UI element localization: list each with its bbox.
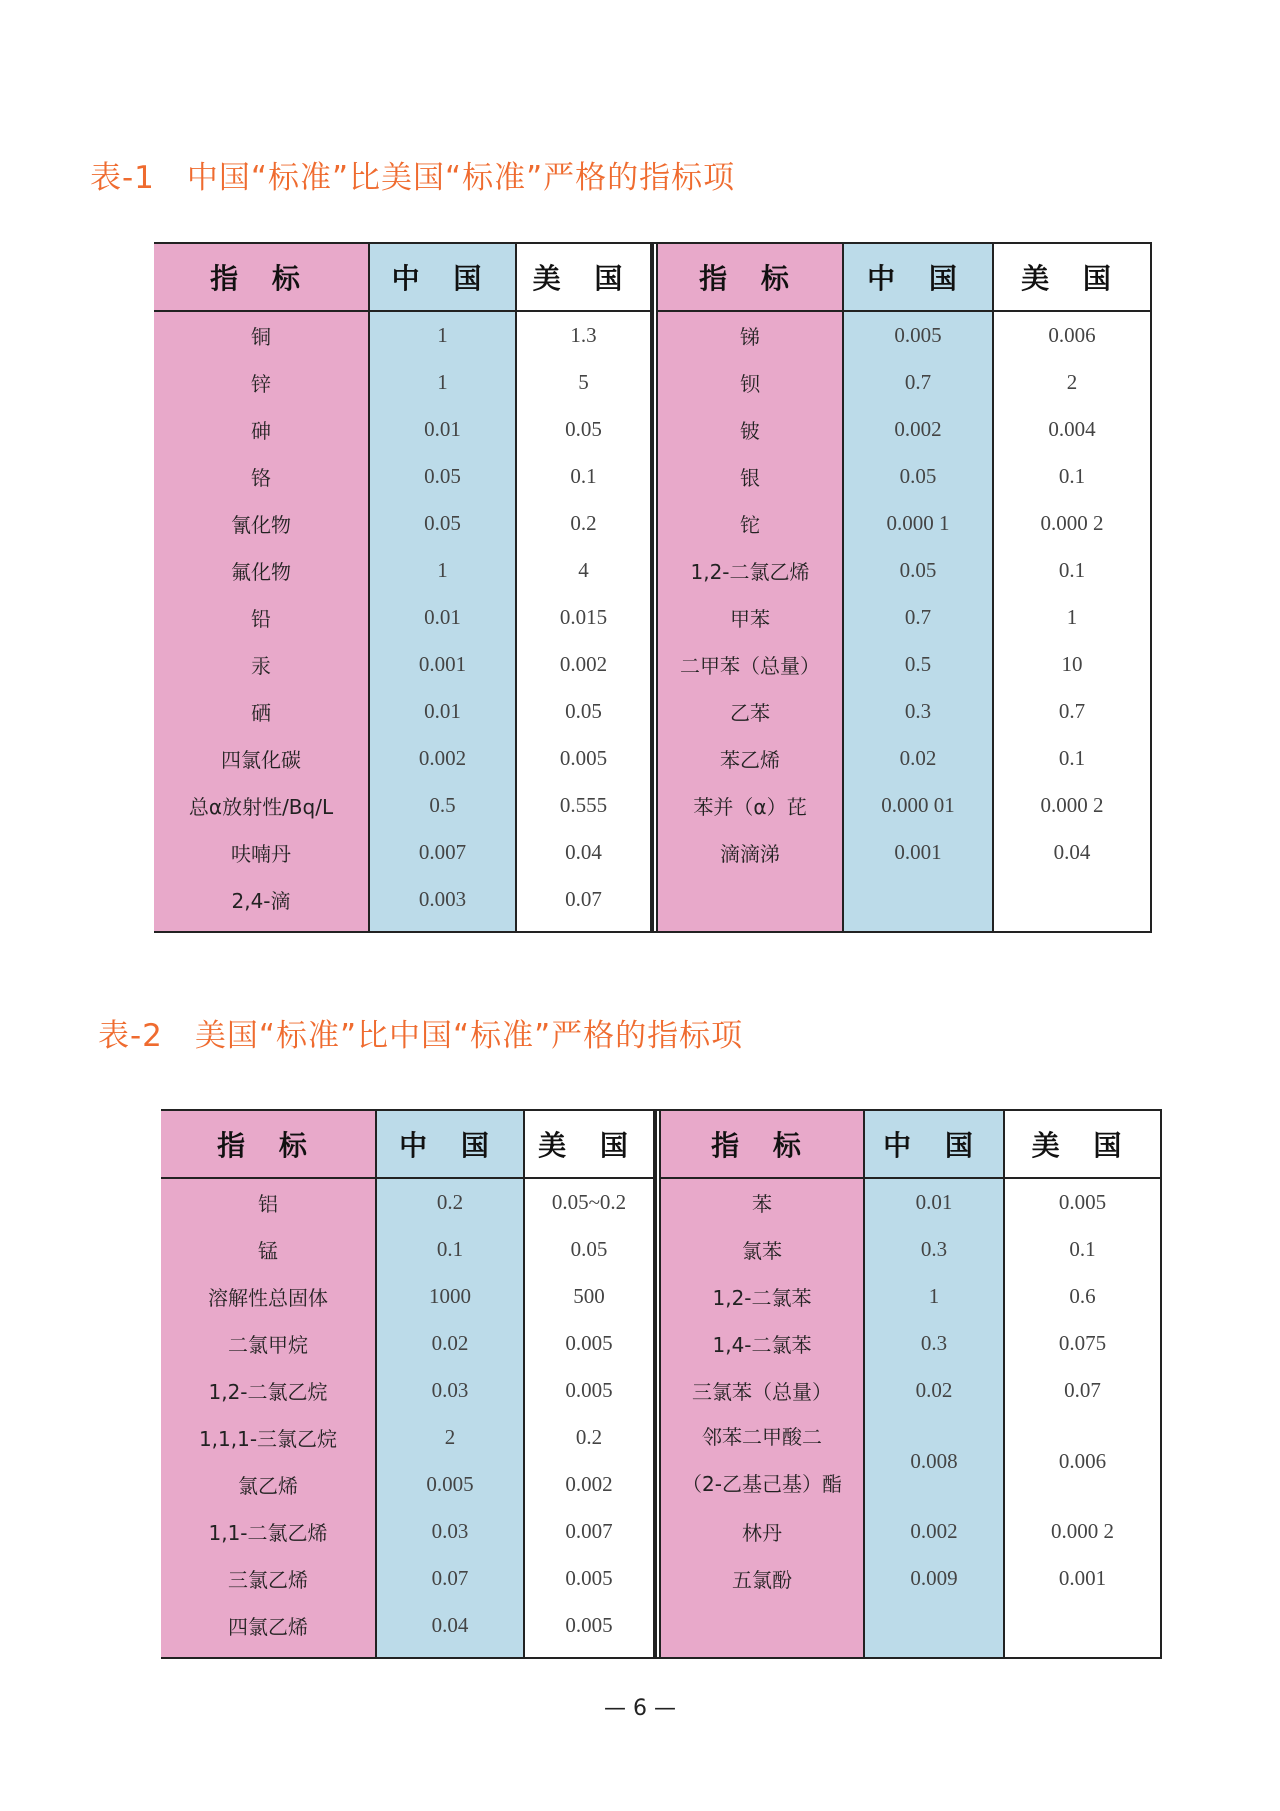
usa-value-cell xyxy=(994,876,1150,923)
table1-right-half xyxy=(652,244,1152,931)
china-value-cell: 0.001 xyxy=(418,652,467,676)
header-usa: 美 国 xyxy=(517,244,650,312)
indicator-cell: 1,2-二氯乙烷 xyxy=(208,1380,328,1404)
header-usa: 美 国 xyxy=(1005,1111,1160,1179)
table2-left-half xyxy=(161,1111,655,1657)
china-value-cell: 2 xyxy=(444,1425,456,1449)
indicator-cell: 1,4-二氯苯 xyxy=(712,1333,812,1357)
china-value-cell: 0.3 xyxy=(920,1237,948,1261)
usa-column xyxy=(992,244,1152,931)
usa-value-cell: 0.075 xyxy=(1058,1331,1107,1355)
china-value-cell: 0.002 xyxy=(910,1519,958,1543)
usa-value-cell: 2 xyxy=(1066,370,1078,394)
indicator-cell: 三氯乙烯 xyxy=(228,1568,308,1592)
indicator-cell: 硒 xyxy=(251,701,271,725)
usa-value-cell xyxy=(1005,1602,1160,1649)
china-value-cell: 0.008 xyxy=(910,1448,958,1473)
indicator-cell: 氰化物 xyxy=(231,513,291,537)
indicator-cell: 林丹 xyxy=(742,1521,782,1545)
indicator-cell: 1,1,1-三氯乙烷 xyxy=(198,1427,338,1451)
usa-value-cell: 0.07 xyxy=(1064,1378,1101,1402)
page-number: — 6 — xyxy=(604,1696,676,1721)
china-value-cell: 0.01 xyxy=(424,699,461,723)
china-value-cell: 0.02 xyxy=(431,1331,469,1355)
china-column xyxy=(368,244,515,931)
indicator-cell: 三氯苯（总量） xyxy=(692,1380,832,1404)
indicator-cell: 1,2-二氯乙烯 xyxy=(690,560,810,584)
china-value-cell: 1 xyxy=(437,370,448,394)
china-value-cell: 0.7 xyxy=(904,370,932,394)
indicator-cell: 锰 xyxy=(258,1239,278,1263)
china-value-cell: 0.3 xyxy=(920,1331,948,1355)
indicator-cell-line: （2-乙基己基）酯 xyxy=(682,1472,842,1496)
usa-value-cell: 0.005 xyxy=(559,746,608,770)
usa-value-cell: 0.05~0.2 xyxy=(551,1190,627,1214)
usa-value-cell: 500 xyxy=(573,1284,605,1308)
usa-value-cell: 0.04 xyxy=(565,840,602,864)
indicator-cell: 银 xyxy=(740,466,760,490)
china-value-cell: 0.05 xyxy=(424,511,461,535)
usa-value-cell: 0.2 xyxy=(570,511,597,535)
china-value-cell: 0.005 xyxy=(894,323,942,347)
indicator-cell: 锑 xyxy=(740,325,760,349)
header-indicator: 指 标 xyxy=(661,1111,863,1179)
china-value-cell xyxy=(865,1602,1003,1649)
indicator-column xyxy=(661,1111,863,1657)
china-value-cell: 0.05 xyxy=(899,464,937,488)
indicator-column xyxy=(154,244,368,931)
china-column xyxy=(863,1111,1003,1657)
china-value-cell: 0.01 xyxy=(915,1190,953,1214)
header-indicator: 指 标 xyxy=(658,244,842,312)
header-indicator: 指 标 xyxy=(154,244,368,312)
china-value-cell: 0.05 xyxy=(899,558,937,582)
china-value-cell: 1 xyxy=(437,323,448,347)
usa-value-cell: 0.04 xyxy=(1053,840,1091,864)
usa-value-cell: 0.005 xyxy=(565,1378,613,1402)
usa-value-cell: 1 xyxy=(1066,605,1078,629)
indicator-cell: 溶解性总固体 xyxy=(208,1286,328,1310)
indicator-cell: 二甲苯（总量） xyxy=(680,654,820,678)
china-value-cell: 0.02 xyxy=(915,1378,953,1402)
china-value-cell: 0.5 xyxy=(904,652,932,676)
usa-value-cell: 0.005 xyxy=(565,1331,613,1355)
china-value-cell: 0.009 xyxy=(910,1566,958,1590)
usa-value-cell: 0.1 xyxy=(1058,464,1086,488)
indicator-cell: 苯并（α）芘 xyxy=(693,795,807,819)
china-value-cell: 0.001 xyxy=(894,840,942,864)
header-usa: 美 国 xyxy=(525,1111,653,1179)
usa-value-cell: 0.005 xyxy=(1058,1190,1107,1214)
indicator-cell: 2,4-滴 xyxy=(231,889,291,913)
china-value-cell: 0.01 xyxy=(424,417,461,441)
usa-value-cell: 0.002 xyxy=(559,652,608,676)
china-value-cell: 0.2 xyxy=(436,1190,464,1214)
indicator-cell: 铅 xyxy=(251,607,271,631)
china-value-cell: 0.002 xyxy=(894,417,942,441)
indicator-cell: 铬 xyxy=(251,466,271,490)
indicator-cell: 铊 xyxy=(740,513,760,537)
china-value-cell: 0.03 xyxy=(431,1378,469,1402)
usa-value-cell: 0.05 xyxy=(565,699,602,723)
china-value-cell: 0.01 xyxy=(424,605,461,629)
china-value-cell: 0.000 01 xyxy=(881,793,955,817)
table1 xyxy=(154,242,1152,933)
indicator-cell xyxy=(661,1602,863,1649)
usa-value-cell: 0.005 xyxy=(565,1613,613,1637)
usa-value-cell: 0.005 xyxy=(565,1566,613,1590)
china-value-cell: 0.03 xyxy=(431,1519,469,1543)
china-value-cell: 0.005 xyxy=(426,1472,474,1496)
usa-column xyxy=(523,1111,655,1657)
china-value-cell: 1 xyxy=(928,1284,940,1308)
indicator-cell: 1,1-二氯乙烯 xyxy=(208,1521,328,1545)
indicator-column xyxy=(658,244,842,931)
china-value-cell: 0.05 xyxy=(424,464,461,488)
usa-value-cell: 0.002 xyxy=(565,1472,613,1496)
header-indicator: 指 标 xyxy=(161,1111,375,1179)
table1-left-half xyxy=(154,244,652,931)
usa-value-cell: 0.006 xyxy=(1058,1448,1107,1473)
china-value-cell xyxy=(844,876,992,923)
china-value-cell: 1000 xyxy=(429,1284,471,1308)
table2 xyxy=(161,1109,1162,1659)
usa-column xyxy=(1003,1111,1162,1657)
indicator-cell: 四氯乙烯 xyxy=(228,1615,308,1639)
usa-value-cell: 5 xyxy=(578,370,589,394)
indicator-cell xyxy=(661,1414,863,1508)
header-china: 中 国 xyxy=(370,244,515,312)
china-value-cell: 0.04 xyxy=(431,1613,469,1637)
usa-value-cell: 4 xyxy=(578,558,589,582)
indicator-cell: 铍 xyxy=(740,419,760,443)
usa-value-cell: 0.004 xyxy=(1048,417,1096,441)
indicator-cell: 五氯酚 xyxy=(732,1568,792,1592)
indicator-cell: 呋喃丹 xyxy=(231,842,291,866)
indicator-cell: 乙苯 xyxy=(730,701,770,725)
china-value-cell: 0.002 xyxy=(418,746,467,770)
usa-value-cell: 0.1 xyxy=(1069,1237,1096,1261)
china-value-cell: 0.3 xyxy=(904,699,932,723)
usa-value-cell: 0.000 2 xyxy=(1051,1519,1114,1543)
china-column xyxy=(375,1111,523,1657)
table1-title: 表-1 中国“标准”比美国“标准”严格的指标项 xyxy=(90,160,736,196)
indicator-column xyxy=(161,1111,375,1657)
indicator-cell: 钡 xyxy=(740,372,760,396)
usa-value-cell: 0.7 xyxy=(1058,699,1086,723)
indicator-cell: 总α放射性/Bq/L xyxy=(188,795,334,819)
indicator-cell: 苯乙烯 xyxy=(720,748,780,772)
usa-value-cell: 0.1 xyxy=(1058,746,1086,770)
usa-value-cell: 0.2 xyxy=(575,1425,603,1449)
indicator-cell: 砷 xyxy=(251,419,271,443)
usa-value-cell: 0.000 2 xyxy=(1040,793,1104,817)
usa-value-cell: 0.001 xyxy=(1058,1566,1107,1590)
indicator-cell: 铜 xyxy=(251,325,271,349)
china-value-cell: 1 xyxy=(437,558,448,582)
indicator-cell: 二氯甲烷 xyxy=(228,1333,308,1357)
indicator-cell: 氯乙烯 xyxy=(238,1474,298,1498)
indicator-cell: 铝 xyxy=(258,1192,278,1216)
usa-value-cell: 0.555 xyxy=(559,793,608,817)
indicator-cell: 1,2-二氯苯 xyxy=(712,1286,812,1310)
indicator-cell: 汞 xyxy=(251,654,271,678)
usa-value-cell: 0.05 xyxy=(570,1237,608,1261)
indicator-cell-line: 邻苯二甲酸二 xyxy=(702,1425,822,1449)
indicator-cell: 甲苯 xyxy=(730,607,770,631)
usa-value-cell: 1.3 xyxy=(570,323,597,347)
usa-value-cell: 10 xyxy=(1061,652,1083,676)
usa-value-cell: 0.007 xyxy=(565,1519,613,1543)
china-value-cell: 0.000 1 xyxy=(886,511,950,535)
header-china: 中 国 xyxy=(844,244,992,312)
indicator-cell: 氯苯 xyxy=(742,1239,782,1263)
china-value-cell: 0.5 xyxy=(429,793,456,817)
china-column xyxy=(842,244,992,931)
china-value-cell: 0.1 xyxy=(436,1237,464,1261)
usa-column xyxy=(515,244,652,931)
usa-value-cell: 0.6 xyxy=(1069,1284,1096,1308)
china-value-cell: 0.7 xyxy=(904,605,932,629)
usa-value-cell: 0.05 xyxy=(565,417,602,441)
indicator-cell xyxy=(658,876,842,923)
china-value-cell: 0.02 xyxy=(899,746,937,770)
china-value-cell: 0.003 xyxy=(418,887,467,911)
usa-value-cell: 0.07 xyxy=(565,887,602,911)
china-value-cell: 0.007 xyxy=(418,840,467,864)
indicator-cell: 苯 xyxy=(752,1192,772,1216)
usa-value-cell: 0.1 xyxy=(1058,558,1086,582)
indicator-cell: 锌 xyxy=(251,372,271,396)
indicator-cell: 四氯化碳 xyxy=(221,748,301,772)
usa-value-cell: 0.1 xyxy=(570,464,597,488)
table2-title: 表-2 美国“标准”比中国“标准”严格的指标项 xyxy=(98,1018,744,1054)
indicator-cell: 氟化物 xyxy=(231,560,291,584)
table2-right-half xyxy=(655,1111,1162,1657)
indicator-cell: 滴滴涕 xyxy=(720,842,780,866)
header-usa: 美 国 xyxy=(994,244,1150,312)
header-china: 中 国 xyxy=(377,1111,523,1179)
usa-value-cell: 0.015 xyxy=(559,605,608,629)
header-china: 中 国 xyxy=(865,1111,1003,1179)
usa-value-cell: 0.006 xyxy=(1048,323,1096,347)
china-value-cell: 0.07 xyxy=(431,1566,469,1590)
usa-value-cell: 0.000 2 xyxy=(1040,511,1104,535)
